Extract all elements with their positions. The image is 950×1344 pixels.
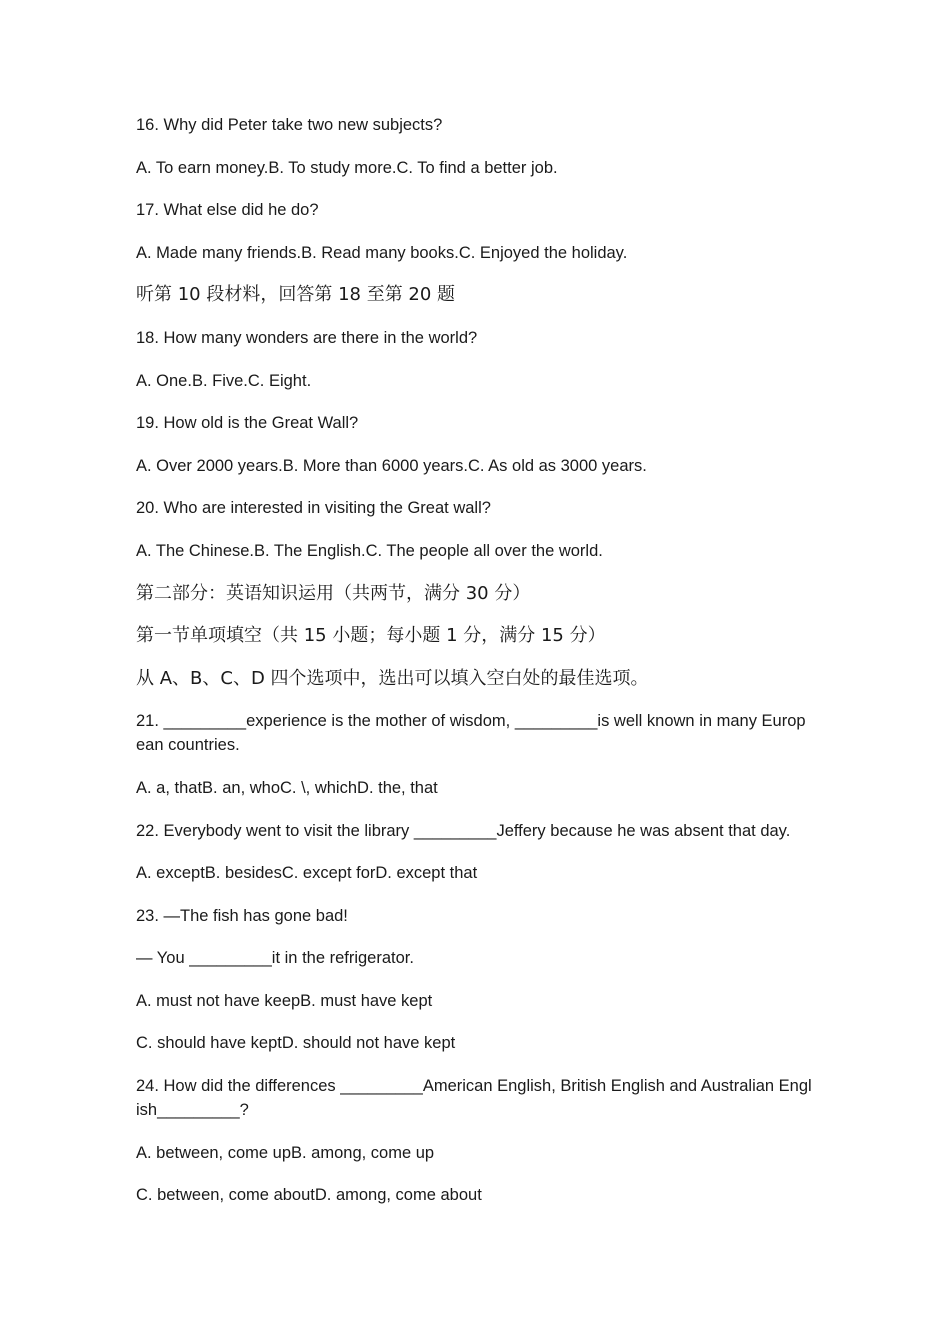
options-22: A. exceptB. besidesC. except forD. except that — [136, 864, 478, 883]
question-24: 24. How did the differences _________American English, British English and Australian English_________? — [136, 1077, 812, 1120]
options-17: A. Made many friends.B. Read many books.C. Enjoyed the holiday. — [136, 243, 628, 262]
options-18: A. One.B. Five.C. Eight. — [136, 371, 312, 390]
options-20: A. The Chinese.B. The English.C. The people all over the world. — [136, 541, 603, 560]
section-instruction-10: 听第 10 段材料，回答第 18 至第 20 题 — [136, 284, 456, 306]
question-23-line-1: 23. —The fish has gone bad! — [136, 906, 348, 925]
options-21: A. a, thatB. an, whoC. \, whichD. the, that — [136, 778, 438, 797]
section-one-instruction: 从 A、B、C、D 四个选项中，选出可以填入空白处的最佳选项。 — [136, 667, 649, 689]
question-21: 21. _________experience is the mother of wisdom, _________is well known in many European countries. — [136, 712, 806, 755]
question-22: 22. Everybody went to visit the library _________Jeffery because he was absent that day. — [136, 821, 791, 840]
options-24-ab: A. between, come upB. among, come up — [136, 1143, 435, 1162]
question-19: 19. How old is the Great Wall? — [136, 414, 359, 433]
options-23-ab: A. must not have keepB. must have kept — [136, 991, 433, 1010]
options-16: A. To earn money.B. To study more.C. To find a better job. — [136, 158, 558, 177]
document-page — [136, 113, 812, 1226]
question-18: 18. How many wonders are there in the world? — [136, 328, 478, 347]
options-19: A. Over 2000 years.B. More than 6000 years.C. As old as 3000 years. — [136, 456, 647, 475]
question-23-line-2: — You _________it in the refrigerator. — [136, 949, 414, 968]
options-23-cd: C. should have keptD. should not have kept — [136, 1034, 456, 1053]
part-two-heading: 第二部分：英语知识运用（共两节，满分 30 分） — [136, 582, 531, 604]
question-20: 20. Who are interested in visiting the Great wall? — [136, 499, 491, 518]
question-16: 16. Why did Peter take two new subjects? — [136, 116, 443, 134]
question-17: 17. What else did he do? — [136, 201, 319, 220]
options-24-cd: C. between, come aboutD. among, come about — [136, 1186, 482, 1205]
section-one-heading: 第一节单项填空（共 15 小题；每小题 1 分，满分 15 分） — [136, 625, 606, 647]
